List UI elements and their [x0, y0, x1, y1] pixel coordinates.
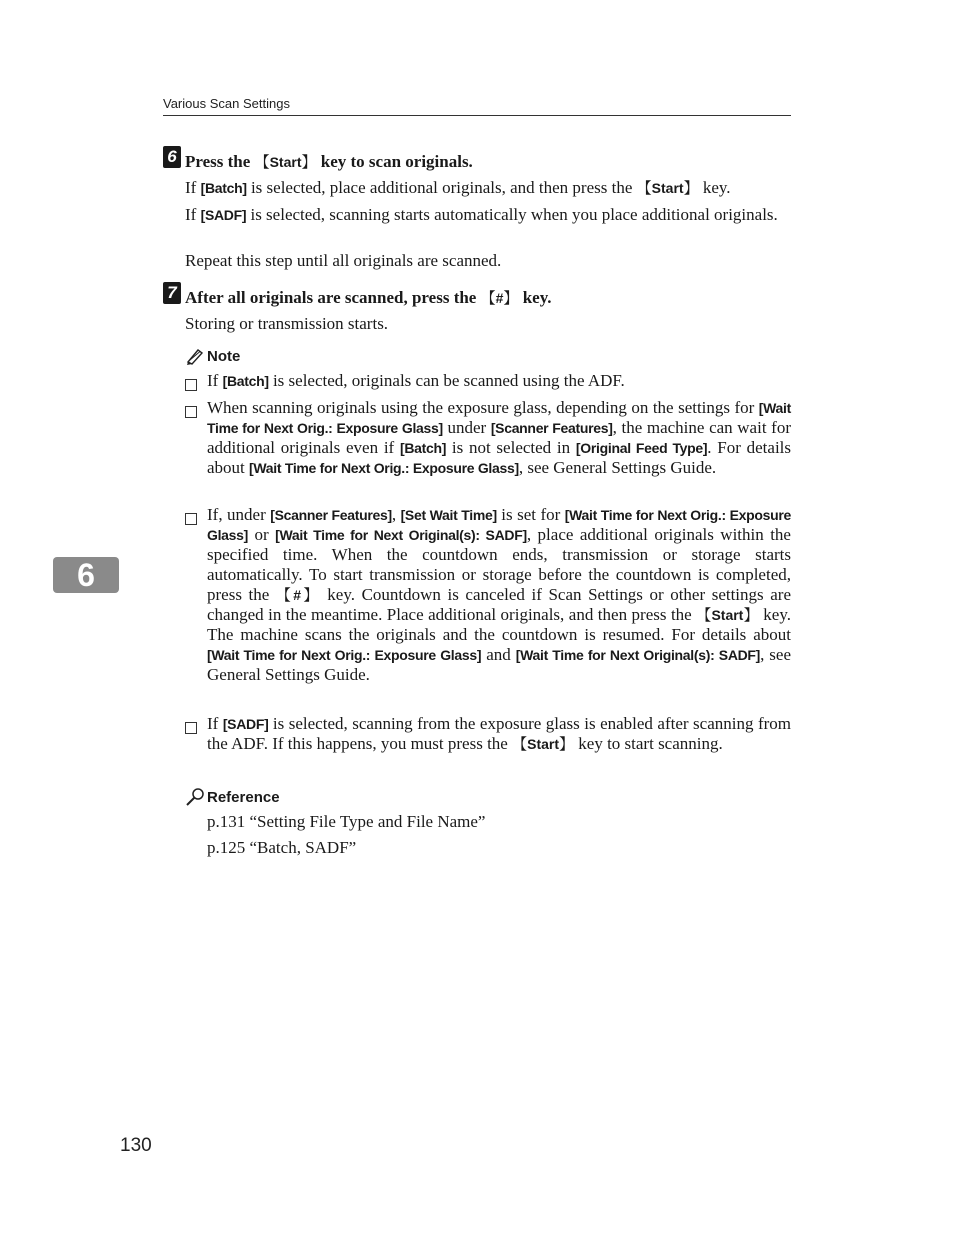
ui-term: [Original Feed Type] [575, 440, 708, 456]
text: is selected, scanning from the exposure glass is enabled after scanning from the ADF. If this happens, you must press the [207, 714, 791, 753]
reference-heading-label: Reference [207, 788, 280, 806]
text: is selected, scanning starts automatically when you place additional originals. [246, 205, 778, 224]
note-heading-label: Note [207, 347, 241, 365]
text: , see General Settings Guide. [518, 458, 717, 477]
key-bracket-open: 【 [275, 586, 294, 604]
text: If [207, 714, 223, 733]
step-paragraph [185, 205, 791, 225]
checkbox-bullet-icon [185, 379, 197, 391]
key-bracket-close: 】 [503, 289, 519, 307]
ui-term: [Wait Time for Next Orig.: Exposure Glass] [207, 647, 482, 663]
text: , the machine can wait for additional originals even if [207, 418, 791, 457]
hash-key-label: # [293, 587, 302, 603]
key-bracket-open: 【 [512, 735, 528, 753]
ui-term: [Batch] [399, 440, 447, 456]
text: When scanning originals using the exposure glass, depending on the settings for [207, 398, 759, 417]
reference-heading [185, 787, 280, 807]
key-bracket-open: 【 [480, 289, 496, 307]
key-bracket-open: 【 [254, 153, 270, 171]
text: key. The machine scans the originals and the countdown is resumed. For details about [207, 605, 791, 644]
key-label: Start [651, 180, 684, 196]
text: key. Countdown is canceled if Scan Settings or other settings are changed in the meantime. Place additional originals, and then press the [207, 585, 791, 624]
text: key to start scanning. [574, 734, 723, 753]
note-item [185, 398, 791, 478]
text: , see General Settings Guide. [207, 645, 792, 684]
text: is not selected in [446, 438, 576, 457]
key-bracket-open: 【 [696, 606, 712, 624]
text: or [248, 525, 276, 544]
step-title-text: key. [518, 288, 552, 307]
text: If [207, 371, 223, 390]
key-bracket-open: 【 [636, 179, 652, 197]
checkbox-bullet-icon [185, 722, 197, 734]
ui-term: [Wait Time for Next Orig.: Exposure Glass] [249, 460, 519, 476]
text: key. [698, 178, 731, 197]
header-rule [163, 115, 791, 116]
step-title-text: key to scan originals. [316, 152, 473, 171]
ui-term: [Scanner Features] [490, 420, 613, 436]
key-bracket-close: 】 [301, 586, 321, 604]
key-label: Start [527, 736, 560, 752]
note-item [185, 714, 791, 754]
step-title-text: Press the [185, 152, 255, 171]
note-item [185, 505, 791, 685]
text: under [442, 418, 491, 437]
note-heading [185, 347, 240, 365]
key-label: Start [269, 154, 302, 170]
step-paragraph: Storing or transmission starts. [185, 314, 389, 333]
text: and [481, 645, 516, 664]
hash-key-label: # [495, 290, 504, 306]
step-title [185, 287, 552, 308]
step-paragraph: Repeat this step until all originals are scanned. [185, 251, 502, 270]
step-number-badge: 6 [163, 146, 181, 168]
page-number: 130 [120, 1135, 152, 1156]
key-label: Start [711, 607, 744, 623]
ui-term: [Batch] [200, 180, 247, 196]
key-bracket-close: 】 [559, 735, 575, 753]
ui-term: [Wait Time for Next Orig.: Exposure Glass] [207, 400, 791, 436]
text: , place additional originals within the specified time. When the countdown ends, transmission or storage starts automatically. To start transmission or storage before the countdown is completed, press the [207, 525, 791, 604]
text: , [391, 505, 401, 524]
text: is set for [496, 505, 565, 524]
step-title [185, 151, 473, 172]
ui-term: [Set Wait Time] [400, 507, 497, 523]
ui-term: [Wait Time for Next Original(s): SADF] [515, 647, 761, 663]
ui-term: [SADF] [222, 716, 269, 732]
pencil-note-icon [185, 347, 205, 365]
running-header: Various Scan Settings [163, 96, 290, 111]
checkbox-bullet-icon [185, 513, 197, 525]
key-bracket-close: 】 [301, 153, 317, 171]
reference-link[interactable]: p.131 “Setting File Type and File Name” [207, 812, 486, 831]
note-item [185, 371, 791, 396]
ui-term: [Batch] [222, 373, 269, 389]
text: . For details about [207, 438, 792, 477]
reference-link[interactable]: p.125 “Batch, SADF” [207, 838, 357, 857]
key-bracket-close: 】 [683, 179, 699, 197]
text: If, under [207, 505, 271, 524]
ui-term: [Wait Time for Next Orig.: Exposure Glass] [207, 507, 792, 543]
step-number-badge: 7 [163, 282, 181, 304]
key-bracket-close: 】 [743, 606, 759, 624]
text: is selected, originals can be scanned using the ADF. [268, 371, 625, 390]
step-paragraph [185, 178, 791, 198]
checkbox-bullet-icon [185, 406, 197, 418]
text: If [185, 205, 201, 224]
text: If [185, 178, 201, 197]
text: is selected, place additional originals, and then press the [246, 178, 637, 197]
ui-term: [Wait Time for Next Original(s): SADF] [275, 527, 527, 543]
magnifier-reference-icon [185, 787, 205, 807]
step-title-text: After all originals are scanned, press the [185, 288, 481, 307]
ui-term: [Scanner Features] [270, 507, 392, 523]
ui-term: [SADF] [200, 207, 247, 223]
chapter-tab: 6 [53, 557, 119, 593]
